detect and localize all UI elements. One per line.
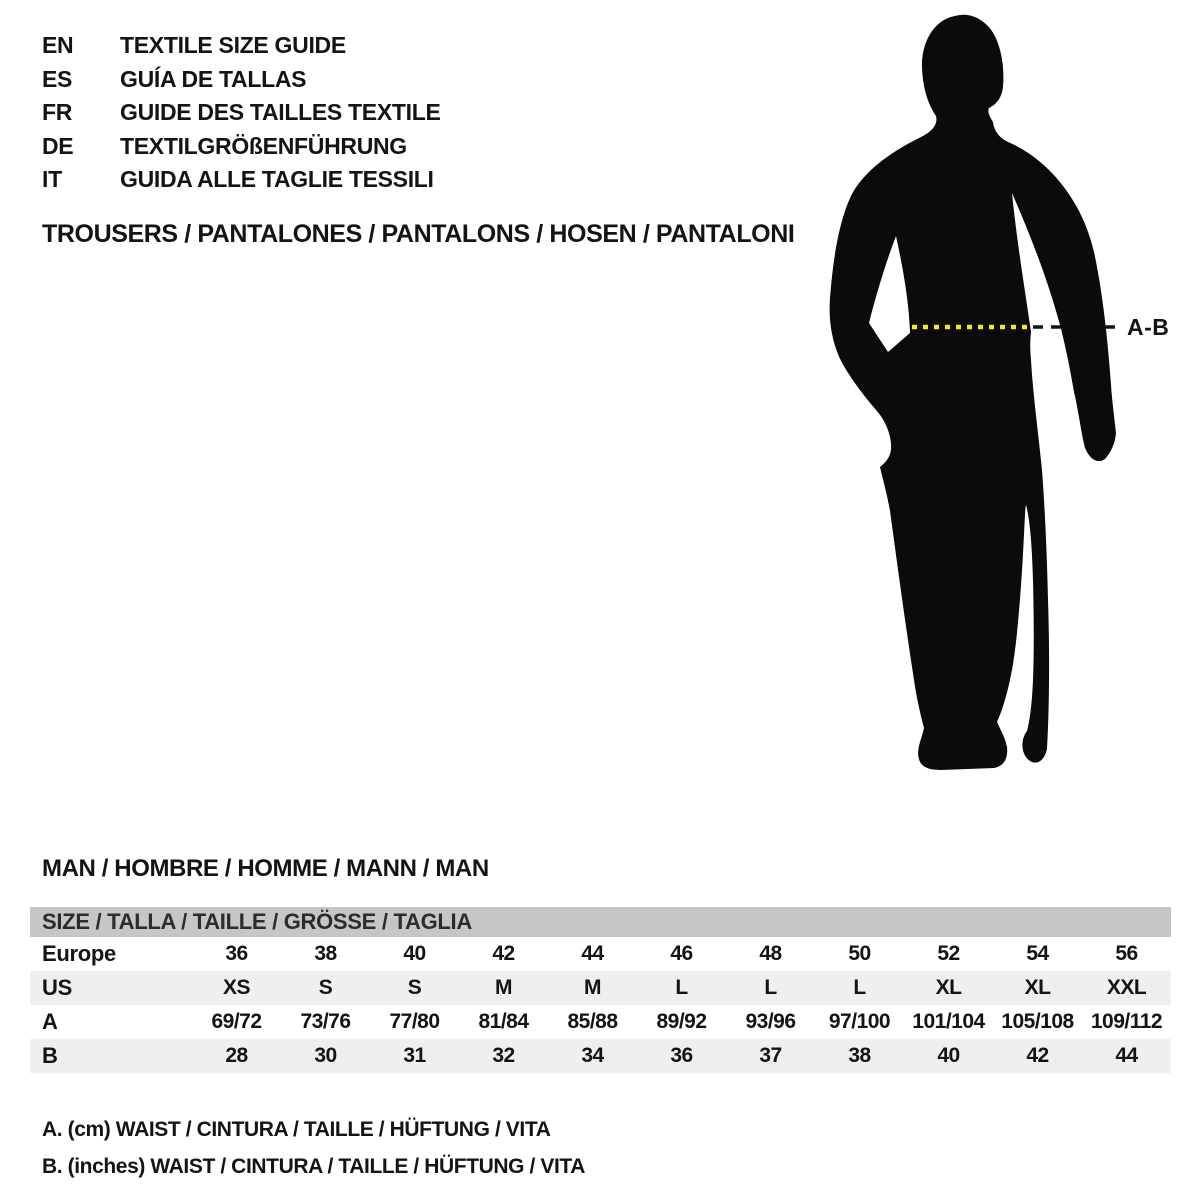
- size-value-cell: 85/88: [567, 1010, 618, 1033]
- size-table-header: [30, 907, 1171, 937]
- size-value-cell: 42: [1026, 1044, 1049, 1067]
- measure-label-ab: A-B: [1127, 314, 1170, 340]
- language-code: ES: [42, 65, 73, 92]
- size-value-cell: 37: [759, 1044, 782, 1067]
- table-row: [30, 971, 1171, 1005]
- language-code: DE: [42, 132, 74, 159]
- language-code: FR: [42, 99, 73, 125]
- size-value-cell: 93/96: [745, 1010, 796, 1033]
- size-value-cell: 50: [848, 942, 871, 965]
- size-table-body: [30, 937, 1171, 1073]
- language-code: EN: [42, 32, 74, 58]
- size-value-cell: L: [853, 976, 866, 999]
- size-value-cell: 30: [314, 1044, 337, 1067]
- size-value-cell: 38: [314, 942, 337, 965]
- size-value-cell: M: [584, 976, 601, 999]
- size-value-cell: 56: [1115, 942, 1138, 965]
- language-title: GUIDA ALLE TAGLIE TESSILI: [120, 166, 434, 192]
- size-value-cell: XXL: [1106, 976, 1147, 999]
- table-row: [30, 1005, 1171, 1039]
- size-value-cell: 48: [759, 942, 782, 965]
- size-value-cell: 73/76: [300, 1010, 351, 1033]
- language-code: IT: [42, 166, 62, 192]
- size-table-header-label: SIZE / TALLA / TAILLE / GRÖSSE / TAGLIA: [42, 909, 472, 934]
- size-value-cell: 31: [403, 1044, 426, 1067]
- row-label: A: [42, 1009, 58, 1034]
- size-value-cell: 97/100: [828, 1010, 891, 1033]
- row-label: Europe: [42, 941, 116, 966]
- size-value-cell: 109/112: [1090, 1010, 1163, 1033]
- size-value-cell: L: [675, 976, 688, 999]
- size-value-cell: 36: [225, 942, 248, 965]
- row-label: B: [42, 1043, 58, 1068]
- size-value-cell: 36: [670, 1044, 693, 1067]
- language-title: GUÍA DE TALLAS: [120, 65, 307, 92]
- measurement-note: B. (inches) WAIST / CINTURA / TAILLE / HÜFTUNG / VITA: [42, 1155, 586, 1178]
- size-value-cell: XL: [1024, 976, 1051, 999]
- table-row: [30, 1039, 1171, 1073]
- size-value-cell: 32: [492, 1044, 515, 1067]
- size-value-cell: 69/72: [211, 1010, 262, 1033]
- size-value-cell: 77/80: [389, 1010, 440, 1033]
- row-label: US: [42, 975, 72, 1000]
- measurement-note: A. (cm) WAIST / CINTURA / TAILLE / HÜFTUNG / VITA: [42, 1118, 551, 1141]
- size-value-cell: 44: [1115, 1044, 1138, 1067]
- size-value-cell: 46: [670, 942, 693, 965]
- size-value-cell: M: [495, 976, 512, 999]
- size-value-cell: 52: [937, 942, 960, 965]
- size-value-cell: 38: [848, 1044, 871, 1067]
- size-value-cell: 44: [581, 942, 604, 965]
- size-value-cell: 81/84: [478, 1010, 529, 1033]
- language-title: GUIDE DES TAILLES TEXTILE: [120, 99, 441, 125]
- size-value-cell: 54: [1026, 942, 1049, 965]
- size-value-cell: L: [764, 976, 777, 999]
- table-row: [30, 937, 1171, 971]
- size-value-cell: 28: [225, 1044, 248, 1067]
- gender-heading: MAN / HOMBRE / HOMME / MANN / MAN: [42, 855, 489, 882]
- size-value-cell: XL: [935, 976, 962, 999]
- man-silhouette: [830, 15, 1116, 770]
- size-value-cell: 34: [581, 1044, 604, 1067]
- product-heading: TROUSERS / PANTALONES / PANTALONS / HOSEN / PANTALONI: [42, 220, 795, 248]
- measurement-notes: [42, 1111, 585, 1185]
- language-title: TEXTILE SIZE GUIDE: [120, 32, 346, 58]
- language-title: TEXTILGRÖßENFÜHRUNG: [120, 132, 407, 159]
- size-value-cell: XS: [222, 976, 250, 999]
- size-table: [30, 907, 1171, 1073]
- size-value-cell: 40: [937, 1044, 960, 1067]
- size-value-cell: 105/108: [1001, 1010, 1074, 1033]
- size-value-cell: 40: [403, 942, 426, 965]
- size-value-cell: 89/92: [656, 1010, 707, 1033]
- size-value-cell: 101/104: [912, 1010, 985, 1033]
- size-value-cell: S: [407, 976, 422, 999]
- size-value-cell: S: [318, 976, 333, 999]
- size-value-cell: 42: [492, 942, 515, 965]
